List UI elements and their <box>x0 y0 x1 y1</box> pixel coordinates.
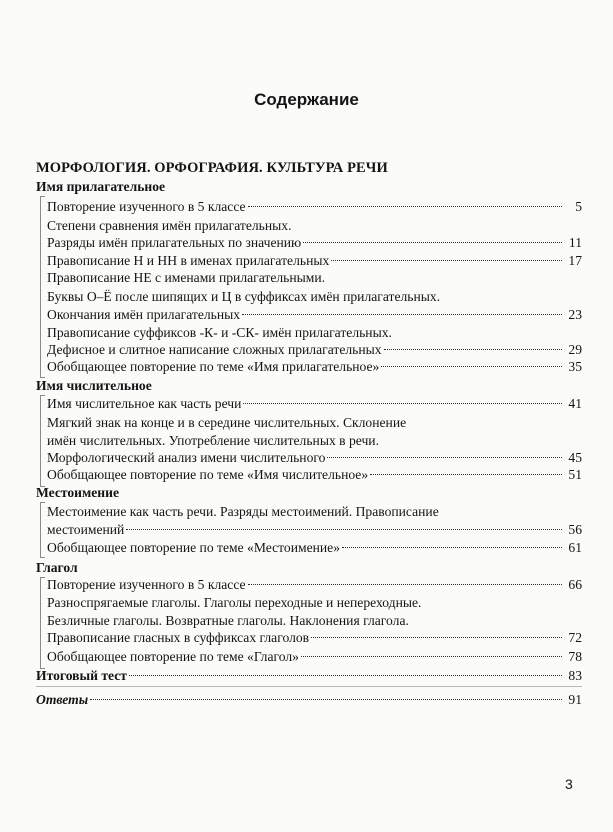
toc-entry[interactable]: Повторение изученного в 5 классе 66 <box>47 575 582 595</box>
page-number: 51 <box>568 467 582 482</box>
toc-entry-answers[interactable]: Ответы 91 <box>36 690 582 710</box>
toc-entry[interactable]: Правописание Н и НН в именах прилагательных 17 <box>47 251 582 271</box>
dot-leader <box>243 403 562 404</box>
dot-leader <box>129 675 562 676</box>
dot-leader <box>381 366 562 367</box>
dot-leader <box>331 260 562 261</box>
toc-entry[interactable]: Обобщающее повторение по теме «Местоимение» 61 <box>47 538 582 558</box>
page-number: 35 <box>568 359 582 374</box>
toc-entry[interactable]: Мягкий знак на конце и в середине числительных. Склонение <box>47 415 407 430</box>
page-number: 23 <box>568 307 582 322</box>
group-bracket-verb <box>40 577 45 669</box>
dot-leader <box>342 547 562 548</box>
group-heading-adjective: Имя прилагательное <box>36 179 166 194</box>
dot-leader <box>384 349 562 350</box>
toc-entry[interactable]: Безличные глаголы. Возвратные глаголы. Наклонения глагола. <box>47 613 409 628</box>
section-heading-text: МОРФОЛОГИЯ. ОРФОГРАФИЯ. КУЛЬТУРА РЕЧИ <box>36 160 388 176</box>
dot-leader <box>90 699 562 700</box>
dot-leader <box>311 637 562 638</box>
toc-entry-final-test[interactable]: Итоговый тест 83 <box>36 666 582 686</box>
dot-leader <box>242 314 562 315</box>
toc-entry[interactable]: Буквы О–Ё после шипящих и Ц в суффиксах имён прилагательных. <box>47 289 441 304</box>
page-number: 17 <box>568 253 582 268</box>
toc-entry[interactable]: Разноспрягаемые глаголы. Глаголы переходные и непереходные. <box>47 595 422 610</box>
toc-entry[interactable]: Обобщающее повторение по теме «Имя прилагательное» 35 <box>47 357 582 377</box>
group-bracket-adjective <box>40 196 45 378</box>
page-number: 61 <box>568 540 582 555</box>
divider <box>36 686 582 687</box>
toc-entry[interactable]: Дефисное и слитное написание сложных прилагательных 29 <box>47 340 582 360</box>
page-number: 83 <box>568 668 582 683</box>
page-title: Содержание <box>254 90 359 109</box>
dot-leader <box>327 457 562 458</box>
toc-entry[interactable]: Правописание суффиксов -К- и -СК- имён прилагательных. <box>47 325 392 340</box>
page-number: 29 <box>568 342 582 357</box>
dot-leader <box>126 529 562 530</box>
toc-entry[interactable]: Окончания имён прилагательных 23 <box>47 305 582 325</box>
group-heading-verb: Глагол <box>36 560 78 575</box>
toc-entry[interactable]: Правописание НЕ с именами прилагательными. <box>47 270 326 285</box>
dot-leader <box>301 656 562 657</box>
group-heading-numeral: Имя числительное <box>36 378 152 393</box>
toc-entry[interactable]: Степени сравнения имён прилагательных. <box>47 218 292 233</box>
page-number: 11 <box>568 235 582 250</box>
toc-entry[interactable]: Обобщающее повторение по теме «Имя числительное» 51 <box>47 465 582 485</box>
toc-entry[interactable]: Морфологический анализ имени числительного 45 <box>47 448 582 468</box>
toc-entry[interactable]: Правописание гласных в суффиксах глаголов 72 <box>47 628 582 648</box>
toc-entry[interactable]: Обобщающее повторение по теме «Глагол» 78 <box>47 647 582 667</box>
toc-entry[interactable]: Имя числительное как часть речи 41 <box>47 394 582 414</box>
group-heading-pronoun: Местоимение <box>36 485 120 500</box>
toc-entry[interactable]: Местоимение как часть речи. Разряды местоимений. Правописание <box>47 504 439 519</box>
toc-entry[interactable]: местоимений 56 <box>47 520 582 540</box>
dot-leader <box>370 474 562 475</box>
page-number: 78 <box>568 649 582 664</box>
page-number: 56 <box>568 522 582 537</box>
page-number: 5 <box>575 199 582 214</box>
page-number: 41 <box>568 396 582 411</box>
toc-entry[interactable]: Повторение изученного в 5 классе 5 <box>47 197 582 217</box>
dot-leader <box>303 242 562 243</box>
dot-leader <box>248 584 562 585</box>
group-bracket-numeral <box>40 395 45 487</box>
page-number: 91 <box>568 692 582 707</box>
page-number: 66 <box>568 577 582 592</box>
toc-entry[interactable]: Разряды имён прилагательных по значению 11 <box>47 233 582 253</box>
page-number: 72 <box>568 630 582 645</box>
group-bracket-pronoun <box>40 502 45 558</box>
section-heading <box>36 158 582 178</box>
page-folio: 3 <box>565 776 573 792</box>
toc-entry[interactable]: имён числительных. Употребление числительных в речи. <box>47 433 379 448</box>
page-number: 45 <box>568 450 582 465</box>
dot-leader <box>248 206 562 207</box>
